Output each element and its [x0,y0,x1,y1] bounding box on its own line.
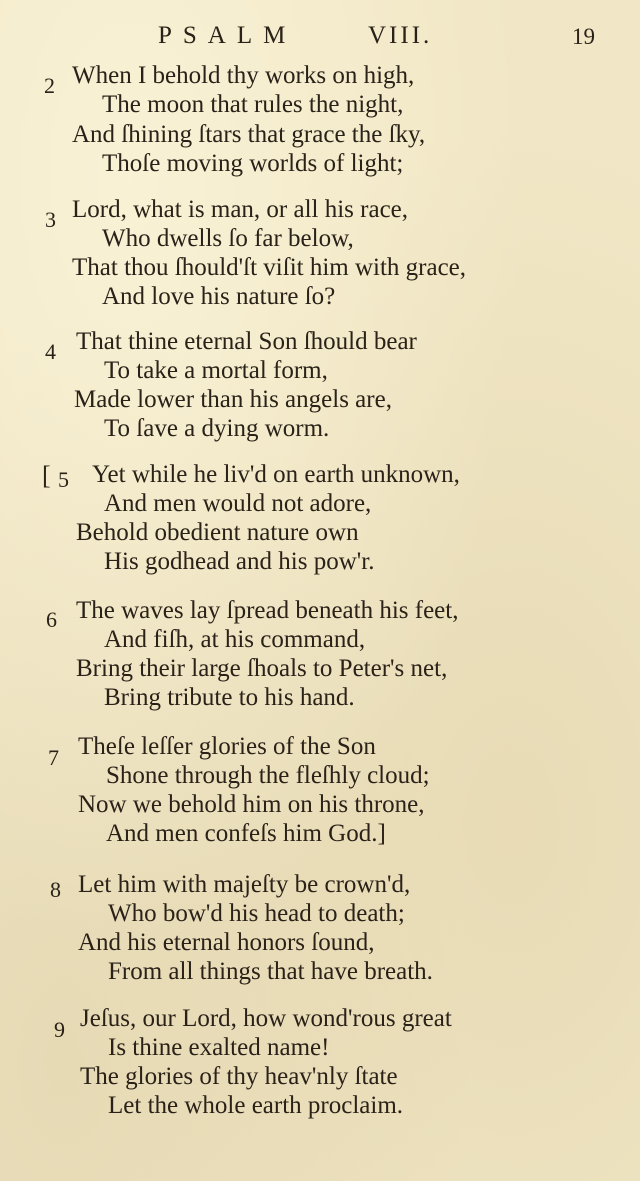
verse-line: And men would not adore, [104,490,372,517]
verse-number: 5 [58,467,69,492]
verse-number: 4 [45,339,56,364]
verse-line: Let the whole earth proclaim. [108,1092,404,1119]
verse-number: 7 [48,745,59,770]
verse-line: To ſave a dying worm. [104,415,330,442]
verse-line: And his eternal honors ſound, [78,929,375,956]
verse-line: And ſhining ſtars that grace the ſky, [72,121,426,148]
verse-line: Thoſe moving worlds of light; [102,150,404,177]
verse-line: Let him with majeſty be crown'd, [78,871,411,898]
verse-number: 2 [44,73,55,98]
verse-line: Shone through the fleſhly cloud; [106,762,430,789]
page-number: 19 [572,24,595,49]
open-bracket: [ [42,461,51,490]
verse-line: The waves lay ſpread beneath his feet, [76,597,459,624]
verse-line: Lord, what is man, or all his race, [72,196,409,223]
verse-line: Now we behold him on his throne, [78,791,425,818]
verse-line: And men confeſs him God.] [106,820,386,847]
verse-number: 3 [45,207,56,232]
verse-line: That thine eternal Son ſhould bear [76,328,417,355]
verse-line: Bring tribute to his hand. [104,684,355,711]
verse-number: 6 [46,607,57,632]
running-head [0,22,640,56]
verse-number: 9 [54,1017,65,1042]
verse-line: Who dwells ſo far below, [102,225,354,252]
verse-number: 8 [50,877,61,902]
verse-line: The glories of thy heav'nly ſtate [80,1063,398,1090]
verse-line: When I behold thy works on high, [72,62,415,89]
verse-line: And fiſh, at his command, [104,626,366,653]
verse-line: Theſe leſſer glories of the Son [78,733,376,760]
verse-line: From all things that have breath. [108,958,433,985]
verse-line: Behold obedient nature own [76,519,359,546]
verse-line: Yet while he liv'd on earth unknown, [92,461,460,488]
verse-line: The moon that rules the night, [102,91,404,118]
verse-line: Is thine exalted name! [108,1034,330,1061]
verse-line: Who bow'd his head to death; [108,900,405,927]
verse-line: Bring their large ſhoals to Peter's net, [76,655,448,682]
verse-line: Jeſus, our Lord, how wond'rous great [80,1005,452,1032]
psalm-title: PSALM [158,22,297,49]
psalm-number: VIII. [368,22,433,49]
verse-line: That thou ſhould'ſt viſit him with grace, [72,254,467,281]
verse-line: Made lower than his angels are, [74,386,392,413]
verse-line: And love his nature ſo? [102,283,336,310]
verse-line: To take a mortal form, [104,357,328,384]
verse-line: His godhead and his pow'r. [104,548,375,575]
